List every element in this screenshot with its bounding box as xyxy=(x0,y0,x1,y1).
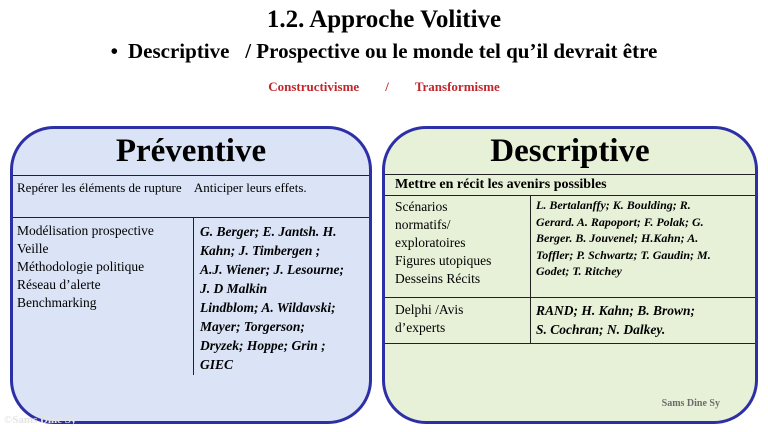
descriptive-heading: Descriptive xyxy=(490,133,650,169)
bullet-point: • xyxy=(110,39,118,63)
keyword-constructivism: Constructivisme xyxy=(268,79,360,94)
preventive-panel xyxy=(10,126,372,424)
preventive-header-row: Repérer les éléments de rupture Anticiper leurs effets. xyxy=(17,180,307,195)
slide-title: 1.2. Approche Volitive xyxy=(266,6,502,33)
method-item: Desseins Récits xyxy=(395,271,481,286)
descriptive-header-rule xyxy=(385,195,755,196)
descriptive-methods-row2 xyxy=(395,301,463,337)
author-line: G. Berger; E. Jantsh. H. xyxy=(200,224,337,239)
author-line: RAND; H. Kahn; B. Brown; xyxy=(536,303,696,318)
descriptive-column-divider xyxy=(530,195,531,343)
descriptive-bottom-rule xyxy=(385,343,755,344)
author-line: A.J. Wiener; J. Lesourne; xyxy=(200,262,345,277)
author-line: Berger. B. Jouvenel; H.Kahn; A. xyxy=(536,231,699,245)
preventive-methods-list xyxy=(17,222,154,312)
author-line: J. D Malkin xyxy=(200,281,268,296)
subtitle-text: Descriptive / Prospective ou le monde tel qu’il devrait être xyxy=(128,39,658,63)
preventive-column-divider xyxy=(193,217,194,375)
descriptive-authors-row1 xyxy=(536,197,711,280)
subtitle xyxy=(0,39,768,64)
method-item: Scénarios xyxy=(395,199,448,214)
method-item: normatifs/ xyxy=(395,217,451,232)
author-line: Toffler; P. Schwartz; T. Gaudin; M. xyxy=(536,247,711,262)
descriptive-methods-row1 xyxy=(395,198,491,288)
author-line: Kahn; J. Timbergen ; xyxy=(200,243,321,258)
author-line: GIEC xyxy=(200,357,234,372)
descriptive-authors-row2 xyxy=(536,301,695,339)
author-line: Mayer; Torgerson; xyxy=(200,319,305,334)
keyword-transformism: Transformisme xyxy=(414,79,500,94)
method-item: Delphi /Avis xyxy=(395,302,464,317)
preventive-heading: Préventive xyxy=(115,133,267,169)
method-item: Figures utopiques xyxy=(395,253,492,268)
method-item: Benchmarking xyxy=(17,295,97,310)
preventive-authors-list xyxy=(200,222,344,374)
method-item: Veille xyxy=(17,241,49,256)
keyword-separator: / xyxy=(385,79,389,94)
descriptive-row-rule xyxy=(385,297,755,298)
keywords-line xyxy=(0,79,768,95)
author-line: Dryzek; Hoppe; Grin ; xyxy=(200,338,326,353)
descriptive-top-rule xyxy=(385,174,755,175)
method-item: Modélisation prospective xyxy=(17,223,154,238)
descriptive-header-row: Mettre en récit les avenirs possibles xyxy=(395,177,607,192)
method-item: Méthodologie politique xyxy=(17,259,145,274)
copyright-watermark: ©Sams Dine Sy xyxy=(4,414,77,426)
author-line: Gerard. A. Rapoport; F. Polak; G. xyxy=(536,214,704,229)
method-item: exploratoires xyxy=(395,235,466,250)
method-item: d’experts xyxy=(395,320,446,335)
author-line: L. Bertalanffy; K. Boulding; R. xyxy=(536,198,691,212)
author-line: S. Cochran; N. Dalkey. xyxy=(536,322,666,337)
descriptive-panel xyxy=(382,126,758,424)
author-line: Godet; T. Ritchey xyxy=(536,264,622,278)
author-signature: Sams Dine Sy xyxy=(661,398,720,409)
author-line: Lindblom; A. Wildavski; xyxy=(200,300,336,315)
preventive-top-rule xyxy=(13,175,369,176)
preventive-mid-rule xyxy=(13,217,369,218)
method-item: Réseau d’alerte xyxy=(17,277,101,292)
